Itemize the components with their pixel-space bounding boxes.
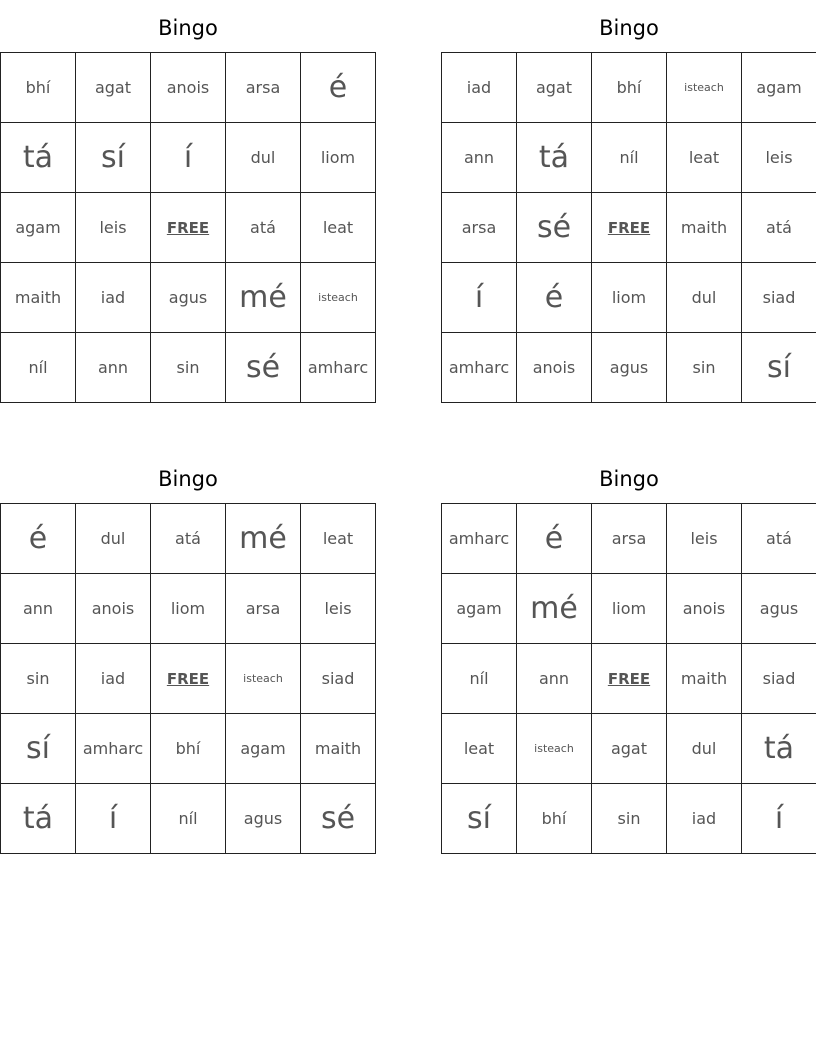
bingo-cell: sé <box>517 193 592 263</box>
bingo-cell: tá <box>1 123 76 193</box>
bingo-cell: níl <box>592 123 667 193</box>
bingo-cell: agus <box>742 574 816 644</box>
bingo-cell: sé <box>301 784 376 854</box>
bingo-cell: dul <box>226 123 301 193</box>
bingo-cell: leis <box>301 574 376 644</box>
bingo-cell: iad <box>667 784 742 854</box>
bingo-cell: í <box>442 263 517 333</box>
bingo-cell: liom <box>592 263 667 333</box>
card-title: Bingo <box>158 16 218 40</box>
bingo-cell: ann <box>442 123 517 193</box>
bingo-cell: liom <box>151 574 226 644</box>
bingo-cell: isteach <box>517 714 592 784</box>
bingo-cell: iad <box>76 644 151 714</box>
card-title: Bingo <box>599 16 659 40</box>
bingo-cell: maith <box>1 263 76 333</box>
bingo-cell: sin <box>151 333 226 403</box>
free-cell: FREE <box>592 193 667 263</box>
bingo-cell: agus <box>592 333 667 403</box>
bingo-cell: níl <box>1 333 76 403</box>
bingo-cell: leat <box>301 193 376 263</box>
bingo-cell: í <box>151 123 226 193</box>
bingo-grid <box>441 503 816 854</box>
bingo-cell: tá <box>517 123 592 193</box>
bingo-cell: mé <box>226 504 301 574</box>
bingo-cell: leat <box>667 123 742 193</box>
bingo-cell: isteach <box>667 53 742 123</box>
bingo-cell: sin <box>1 644 76 714</box>
bingo-cell: ann <box>517 644 592 714</box>
bingo-cell: sé <box>226 333 301 403</box>
bingo-cell: leis <box>667 504 742 574</box>
bingo-cell: é <box>301 53 376 123</box>
bingo-cell: é <box>1 504 76 574</box>
bingo-cell: amharc <box>442 333 517 403</box>
bingo-cell: níl <box>442 644 517 714</box>
bingo-cell: tá <box>742 714 816 784</box>
bingo-cell: leat <box>301 504 376 574</box>
bingo-cell: iad <box>442 53 517 123</box>
bingo-cell: amharc <box>76 714 151 784</box>
bingo-cell: agus <box>151 263 226 333</box>
bingo-cell: ann <box>1 574 76 644</box>
bingo-cell: sí <box>1 714 76 784</box>
bingo-cell: anois <box>76 574 151 644</box>
bingo-cell: agam <box>226 714 301 784</box>
bingo-cell: é <box>517 504 592 574</box>
bingo-cell: amharc <box>301 333 376 403</box>
bingo-cell: ann <box>76 333 151 403</box>
bingo-cell: leat <box>442 714 517 784</box>
card-title: Bingo <box>158 467 218 491</box>
bingo-cell: amharc <box>442 504 517 574</box>
bingo-cell: siad <box>742 644 816 714</box>
bingo-cell: agam <box>742 53 816 123</box>
bingo-cell: arsa <box>226 574 301 644</box>
bingo-cell: arsa <box>226 53 301 123</box>
bingo-cell: í <box>742 784 816 854</box>
bingo-cell: dul <box>667 714 742 784</box>
free-cell: FREE <box>151 193 226 263</box>
bingo-cell: agat <box>76 53 151 123</box>
bingo-cell: leis <box>76 193 151 263</box>
bingo-cell: é <box>517 263 592 333</box>
bingo-grid <box>0 503 376 854</box>
bingo-cell: sí <box>76 123 151 193</box>
bingo-cell: atá <box>226 193 301 263</box>
bingo-cell: isteach <box>226 644 301 714</box>
bingo-cell: agam <box>1 193 76 263</box>
bingo-cell: liom <box>592 574 667 644</box>
bingo-cell: agat <box>592 714 667 784</box>
bingo-cell: siad <box>301 644 376 714</box>
bingo-cell: siad <box>742 263 816 333</box>
card-title: Bingo <box>599 467 659 491</box>
bingo-cell: iad <box>76 263 151 333</box>
bingo-cell: í <box>76 784 151 854</box>
bingo-cell: sin <box>667 333 742 403</box>
bingo-grid <box>441 52 816 403</box>
bingo-cell: sí <box>742 333 816 403</box>
bingo-cell: anois <box>517 333 592 403</box>
bingo-cell: liom <box>301 123 376 193</box>
bingo-cell: agat <box>517 53 592 123</box>
bingo-cell: bhí <box>151 714 226 784</box>
bingo-cell: isteach <box>301 263 376 333</box>
bingo-cell: anois <box>667 574 742 644</box>
free-cell: FREE <box>592 644 667 714</box>
bingo-cell: arsa <box>592 504 667 574</box>
bingo-cell: dul <box>76 504 151 574</box>
bingo-cell: bhí <box>1 53 76 123</box>
bingo-cell: bhí <box>517 784 592 854</box>
bingo-cell: agus <box>226 784 301 854</box>
bingo-cell: dul <box>667 263 742 333</box>
bingo-cell: arsa <box>442 193 517 263</box>
bingo-cell: atá <box>151 504 226 574</box>
bingo-cell: atá <box>742 504 816 574</box>
bingo-cell: leis <box>742 123 816 193</box>
bingo-cell: maith <box>667 193 742 263</box>
bingo-grid <box>0 52 376 403</box>
bingo-cell: maith <box>667 644 742 714</box>
bingo-cell: tá <box>1 784 76 854</box>
bingo-cell: mé <box>517 574 592 644</box>
bingo-cell: níl <box>151 784 226 854</box>
bingo-cell: anois <box>151 53 226 123</box>
bingo-cell: sí <box>442 784 517 854</box>
bingo-cell: maith <box>301 714 376 784</box>
bingo-cell: sin <box>592 784 667 854</box>
bingo-cell: mé <box>226 263 301 333</box>
bingo-cell: bhí <box>592 53 667 123</box>
free-cell: FREE <box>151 644 226 714</box>
bingo-cell: agam <box>442 574 517 644</box>
bingo-cell: atá <box>742 193 816 263</box>
